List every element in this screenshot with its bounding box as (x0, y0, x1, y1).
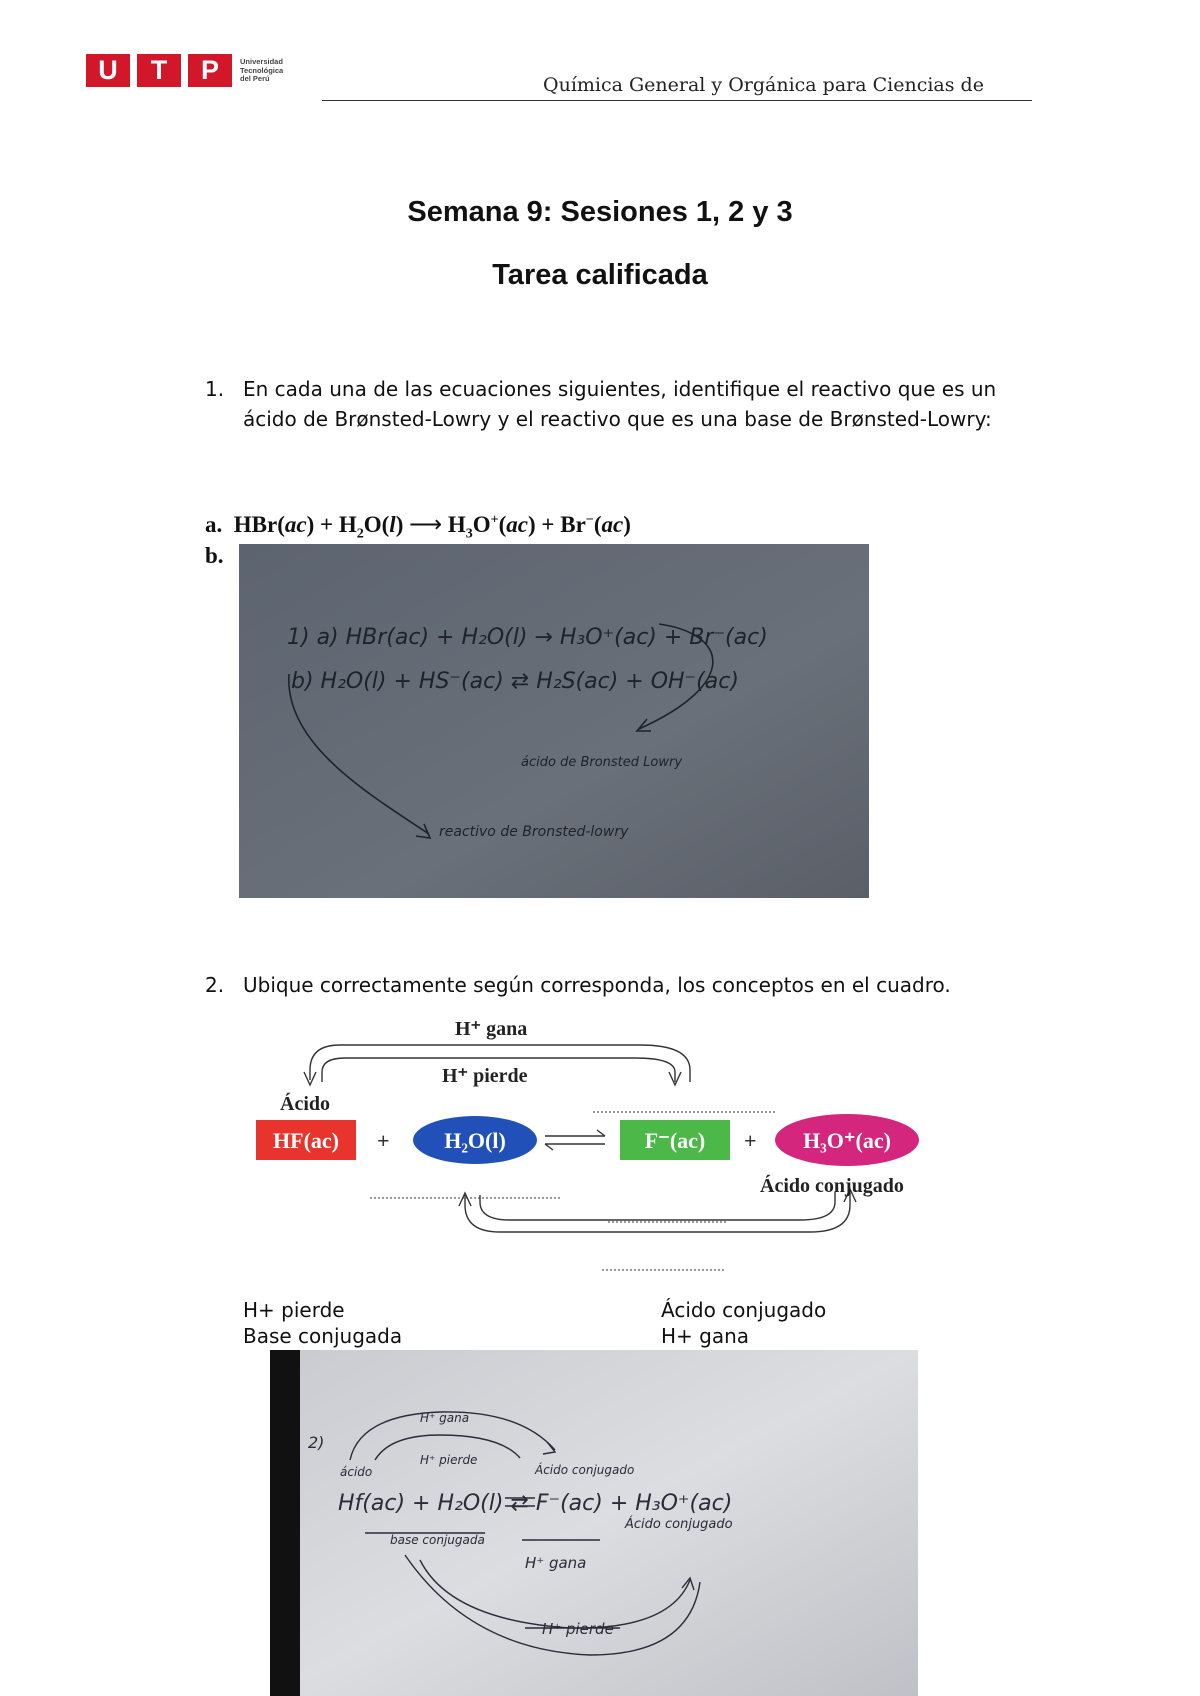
photo2-pierde: H⁺ pierde (420, 1453, 478, 1467)
photo2-acido-conj2: Ácido conjugado (625, 1517, 733, 1532)
question-2 (205, 970, 1035, 1000)
species-f: F⁻(ac) (644, 1128, 706, 1153)
option-h-gana: H+ gana (661, 1324, 750, 1348)
photo1-line2: b) H₂O(l) + HS⁻(ac) ⇄ H₂S(ac) + OH⁻(ac) (291, 669, 739, 694)
photo2-equation: Hf(ac) + H₂O(l) ⇄ F⁻(ac) + H₃O⁺(ac) (338, 1491, 733, 1516)
option-base-conjugada: Base conjugada (243, 1324, 403, 1348)
species-hf: HF(ac) (273, 1128, 339, 1153)
question-text: En cada una de las ecuaciones siguientes, identifique el reactivo que es un ácido de Brønsted-Lowry y el reactivo que es una base de Brønsted-Lowry: (243, 377, 997, 431)
photo2-acido: ácido (340, 1465, 373, 1479)
photo2-gana: H⁺ gana (420, 1411, 470, 1425)
header-rule (322, 100, 1032, 101)
option-acido-conjugado: Ácido conjugado (661, 1298, 827, 1322)
photo2-gana2: H⁺ gana (525, 1554, 587, 1572)
photo1-note2: reactivo de Bronsted-lowry (439, 824, 629, 840)
question-1 (205, 374, 1035, 434)
plus-sign-2: + (744, 1128, 757, 1153)
logo-subtitle: Universidad Tecnológica del Perú (240, 57, 284, 83)
conj-acid-label: Ácido conjugado (760, 1175, 904, 1197)
top-label: H⁺ gana (455, 1018, 528, 1040)
options-right (661, 1297, 826, 1349)
handwritten-answer-photo-2 (270, 1350, 918, 1696)
photo2-acido-conj: Ácido conjugado (535, 1463, 635, 1477)
photo1-line1: 1) a) HBr(ac) + H₂O(l) → H₃O⁺(ac) + Br⁻(ac) (287, 625, 768, 650)
photo1-note1: ácido de Bronsted Lowry (521, 755, 683, 770)
acid-base-diagram (250, 1010, 950, 1280)
page-subtitle: Tarea calificada (492, 259, 708, 291)
equation-b-label: b. (205, 543, 224, 568)
plus-sign-1: + (377, 1128, 390, 1153)
question-number: 2. (205, 973, 225, 997)
question-number: 1. (205, 377, 225, 401)
species-h2o: H₂O(l) (444, 1128, 506, 1153)
handwritten-answer-photo-1 (239, 544, 869, 898)
photo2-pierde2: H⁺ pierde (542, 1620, 614, 1638)
utp-logo (86, 54, 306, 90)
inner-label: H⁺ pierde (442, 1065, 528, 1087)
photo2-num: 2) (308, 1433, 325, 1452)
options-left (243, 1297, 402, 1349)
photo2-base-conj: base conjugada (390, 1533, 485, 1547)
species-h3o: H₃O⁺(ac) (803, 1128, 891, 1153)
logo-letter-u: U (86, 54, 130, 87)
equation-a: a. $HBr(ac) + H_2O(l)$ ⟶ $H_3O^+(ac) + Br^-(ac)$ (205, 512, 631, 542)
acid-label: Ácido (280, 1093, 330, 1115)
course-title: Química General y Orgánica para Ciencias de (543, 74, 984, 96)
logo-letter-t: T (137, 54, 181, 87)
logo-letter-p: P (188, 54, 232, 87)
equation-a-label: a. (205, 512, 223, 537)
page-title: Semana 9: Sesiones 1, 2 y 3 (407, 196, 793, 228)
question-text: Ubique correctamente según corresponda, los conceptos en el cuadro. (243, 973, 951, 997)
option-h-pierde: H+ pierde (243, 1298, 345, 1322)
